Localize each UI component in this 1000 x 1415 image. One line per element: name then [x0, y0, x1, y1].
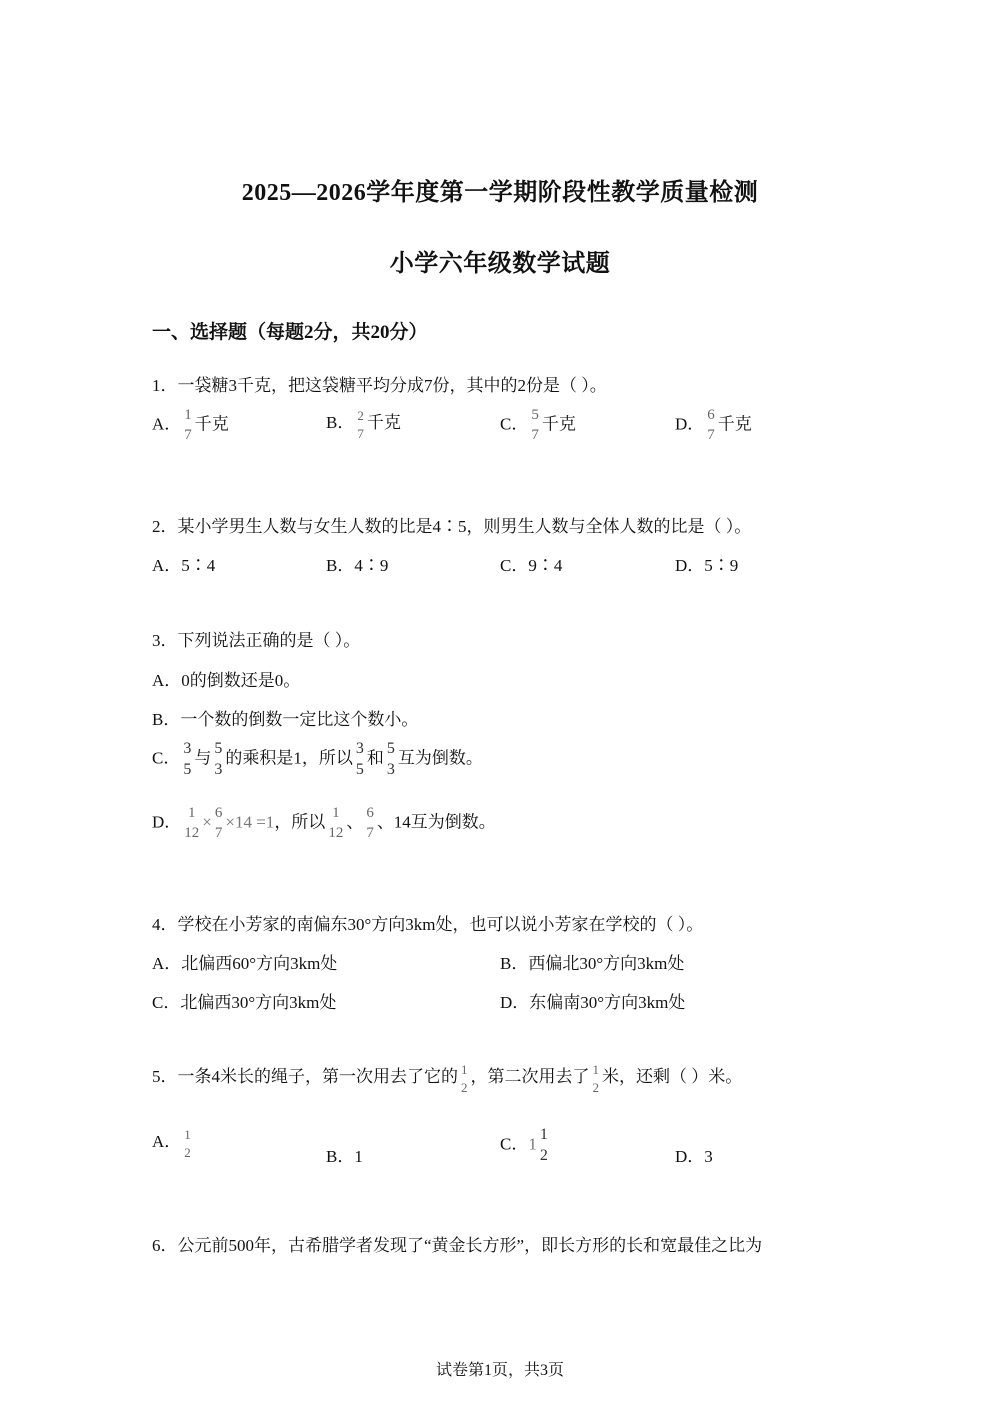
q1-option-d: D． 6 7 千克 [675, 407, 752, 443]
fraction: 5 3 [214, 740, 223, 778]
fraction: 6 7 [366, 805, 374, 841]
q1-option-b: B． 2 7 千克 [326, 407, 401, 441]
question-1-stem: 1．一袋糖3千克，把这袋糖平均分成7份，其中的2份是（ ）。 [152, 376, 607, 395]
q2-option-a: A．5∶4 [152, 556, 216, 575]
fraction: 5 7 [531, 407, 539, 443]
q5-option-c: C．1 1 2 [500, 1126, 548, 1164]
q4-option-c: C．北偏西30°方向3km处 [152, 993, 337, 1012]
question-2-stem: 2．某小学男生人数与女生人数的比是4∶5，则男生人数与全体人数的比是（ ）。 [152, 517, 752, 536]
q4-option-d: D．东偏南30°方向3km处 [500, 993, 686, 1012]
fraction: 1 12 [184, 805, 200, 841]
fraction: 3 5 [183, 740, 192, 778]
fraction: 1 2 [539, 1126, 548, 1164]
q4-option-b: B．西偏北30°方向3km处 [500, 954, 685, 973]
q2-option-c: C．9∶4 [500, 556, 563, 575]
fraction: 6 7 [707, 407, 715, 443]
q5-option-a: A． 1 2 [152, 1126, 191, 1160]
q3-option-a: A．0的倒数还是0。 [152, 671, 301, 690]
exam-title: 2025—2026学年度第一学期阶段性教学质量检测 [241, 180, 759, 206]
q1-option-c: C． 5 7 千克 [500, 407, 576, 443]
fraction: 1 7 [184, 407, 192, 443]
fraction: 3 5 [355, 740, 364, 778]
fraction: 5 3 [386, 740, 395, 778]
fraction: 1 2 [461, 1061, 468, 1095]
question-5-stem: 5．一条4米长的绳子，第一次用去了它的 1 2 ，第二次用去了 1 2 米，还剩（ ）米。 [152, 1061, 743, 1095]
q5-option-b: B．1 [326, 1147, 363, 1166]
page-footer: 试卷第1页，共3页 [435, 1362, 564, 1379]
q3-option-d: D． 1 12 × 6 7 ×14 =1，所以 1 12 、 6 7 、14互为倒数。 [152, 805, 496, 841]
fraction: 2 7 [357, 407, 364, 441]
fraction: 6 7 [214, 805, 223, 841]
q3-option-b: B．一个数的倒数一定比这个数小。 [152, 710, 419, 729]
q3-option-c: C． 3 5 与 5 3 的乘积是1，所以 3 5 和 5 3 互为倒数。 [152, 740, 483, 778]
fraction: 1 12 [328, 805, 344, 841]
question-6-stem: 6．公元前500年，古希腊学者发现了“黄金长方形”，即长方形的长和宽最佳之比为 [152, 1236, 763, 1255]
q5-option-d: D．3 [675, 1147, 713, 1166]
question-3-stem: 3．下列说法正确的是（ ）。 [152, 631, 361, 650]
q1-option-a: A． 1 7 千克 [152, 407, 229, 443]
section-heading-choice: 一、选择题（每题2分，共20分） [152, 322, 428, 343]
fraction: 1 2 [184, 1126, 191, 1160]
exam-subtitle: 小学六年级数学试题 [389, 251, 611, 277]
q2-option-d: D．5∶9 [675, 556, 739, 575]
q2-option-b: B．4∶9 [326, 556, 389, 575]
question-4-stem: 4．学校在小芳家的南偏东30°方向3km处，也可以说小芳家在学校的（ ）。 [152, 915, 704, 934]
fraction: 1 2 [592, 1061, 599, 1095]
q4-option-a: A．北偏西60°方向3km处 [152, 954, 338, 973]
